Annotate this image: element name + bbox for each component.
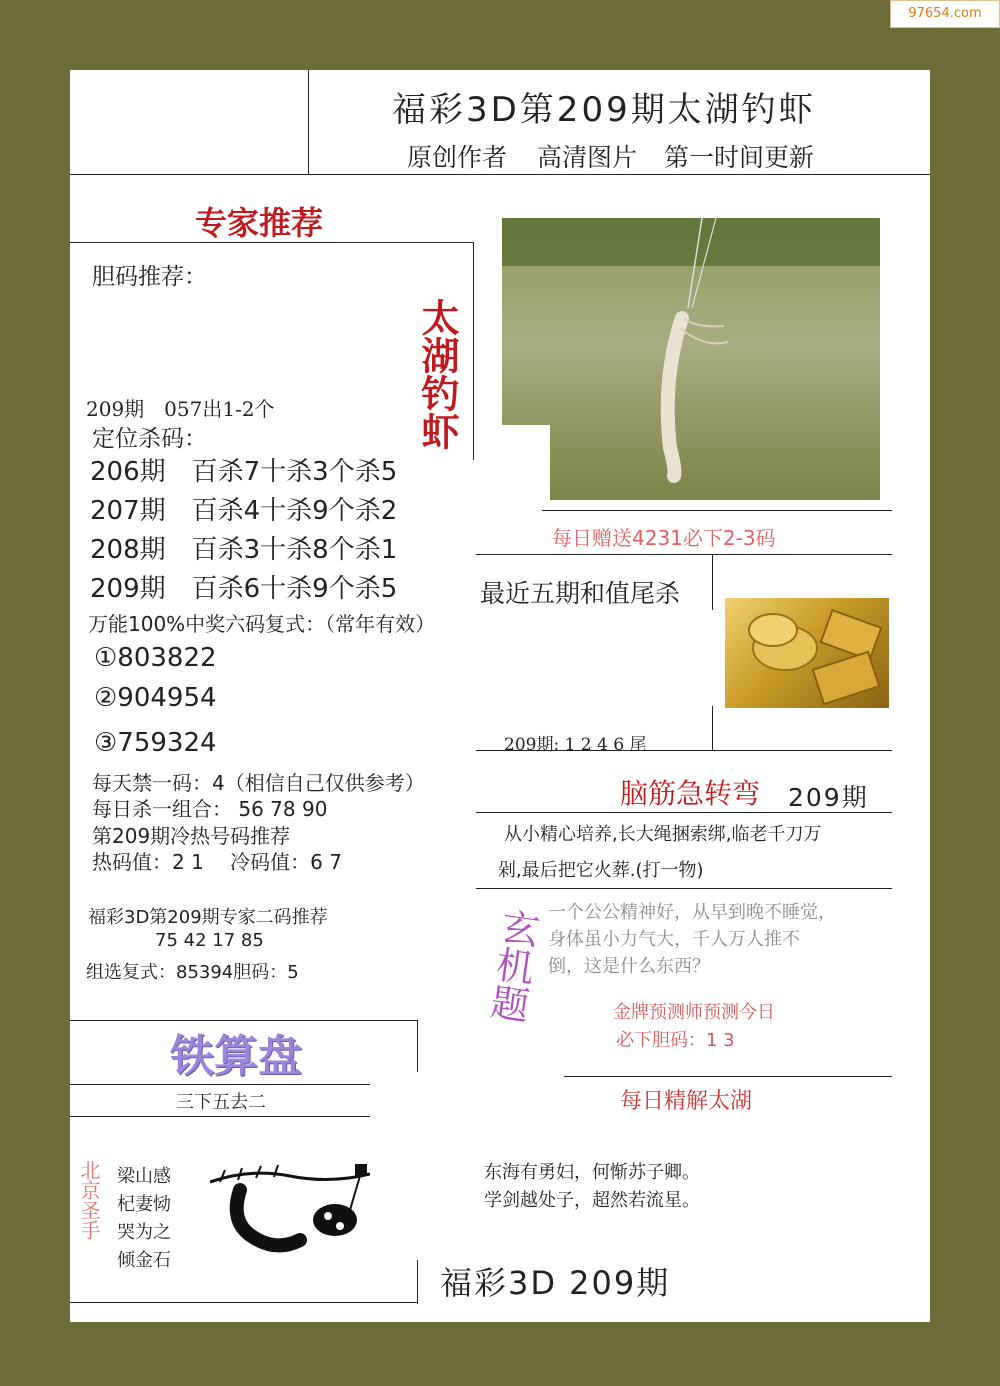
jingjie-title: 每日精解太湖 [620, 1089, 753, 1114]
tsp-mid-line [70, 1084, 370, 1085]
erma-values: 75 42 17 85 [155, 930, 264, 951]
kill-row: 209期 百杀6十杀9个杀5 [90, 574, 398, 604]
photo-mask [480, 425, 550, 503]
site-badge[interactable]: 97654.com [890, 0, 1000, 28]
gift-top-line [542, 510, 892, 511]
jingjie-top-line [564, 1076, 892, 1077]
tagline-hd: 高清图片 [537, 143, 638, 172]
footer-title: 福彩3D 209期 [440, 1264, 671, 1302]
brain-title: 脑筋急转弯 [620, 777, 761, 810]
tsp-poem-line: 梁山感 [117, 1166, 171, 1187]
brain-issue: 209期 [788, 783, 869, 812]
header-bottom-line [70, 174, 930, 175]
fushi-2: ②904954 [94, 683, 217, 713]
kill-row: 207期 百杀4十杀9个杀2 [90, 496, 398, 526]
beijing-vertical: 北京圣手 [77, 1160, 101, 1240]
tsp-right-border [417, 1020, 418, 1072]
poem-line: 东海有勇妇，何惭苏子卿。 [484, 1162, 700, 1183]
hezhi-line: 209期: 1 2 4 6 尾 [504, 735, 647, 755]
hezhi-divider [712, 554, 713, 610]
brain-text: 从小精心培养,长大绳捆索绑,临老千刀万 [504, 824, 822, 845]
header-divider [308, 70, 309, 174]
gift-line: 每日赠送4231必下2-3码 [552, 526, 776, 550]
sha-yi-zu: 每日杀一组合： 56 78 90 [92, 797, 328, 821]
poem-line: 学剑越处子，超然若流星。 [484, 1190, 700, 1211]
tsp-poem-line: 哭为之 [117, 1222, 171, 1243]
gold-predict-2: 必下胆码：1 3 [616, 1030, 735, 1051]
fushi-1: ①803822 [94, 643, 217, 673]
vertical-title: 太湖钓虾 [415, 298, 459, 450]
zuxuan: 组选复式：85394胆码：5 [86, 962, 299, 983]
hezhi-title: 最近五期和值尾杀 [480, 579, 681, 608]
wanneng-line: 万能100%中奖六码复式：（常年有效） [88, 612, 436, 636]
fushi-3: ③759324 [94, 728, 217, 758]
brain-bottom-line [476, 888, 892, 889]
riddle-line: 身体虽小力气大，千人万人推不 [548, 929, 800, 950]
hezhi-divider-lower [712, 706, 713, 750]
expert-heading: 专家推荐 [195, 204, 324, 242]
hezhi-top-line [476, 554, 892, 555]
page-title: 福彩3D第209期太湖钓虾 [392, 90, 816, 130]
expert-heading-line [70, 242, 474, 243]
tsp-bottom-line [70, 1302, 418, 1303]
lottery-sheet [70, 70, 930, 1322]
brain-text: 剁,最后把它火葬.(打一物) [498, 860, 704, 881]
tsp-poem-line: 倾金石 [117, 1250, 171, 1271]
tagline-original: 原创作者 [407, 143, 508, 172]
dan-label: 胆码推荐： [92, 264, 207, 290]
brain-mid-line [476, 812, 892, 813]
fishing-illustration [210, 1160, 370, 1260]
jin-yi-ma: 每天禁一码：4（相信自己仅供参考） [92, 771, 425, 795]
riddle-line: 倒，这是什么东西？ [548, 956, 710, 977]
riddle-line: 一个公公精神好，从早到晚不睡觉， [548, 902, 836, 923]
tsp-poem-line: 杞妻恸 [117, 1194, 171, 1215]
kill-row: 208期 百杀3十杀8个杀1 [90, 535, 398, 565]
tagline-update: 第一时间更新 [664, 143, 815, 172]
expert-right-border [473, 242, 474, 460]
lengre-title: 第209期冷热号码推荐 [92, 824, 291, 848]
lengre-values: 热码值：2 1 冷码值：6 7 [92, 850, 342, 874]
gold-predict-1: 金牌预测师预测今日 [613, 1002, 775, 1023]
shrimp-photo [502, 218, 880, 500]
gold-photo [725, 598, 889, 708]
kill-row: 206期 百杀7十杀3个杀5 [90, 457, 398, 487]
erma-title: 福彩3D第209期专家二码推荐 [88, 907, 328, 928]
tsp-bottom-right [417, 1260, 418, 1304]
issue-line: 209期 057出1-2个 [86, 397, 275, 421]
kill-label: 定位杀码： [92, 426, 207, 452]
xuanji-vertical: 玄机题 [482, 905, 542, 1025]
brain-top-line [476, 750, 892, 751]
tsp-sub: 三下五去二 [176, 1092, 266, 1113]
tsp-sub-line [70, 1116, 370, 1117]
tsp-title: 铁算盘 [170, 1031, 302, 1082]
